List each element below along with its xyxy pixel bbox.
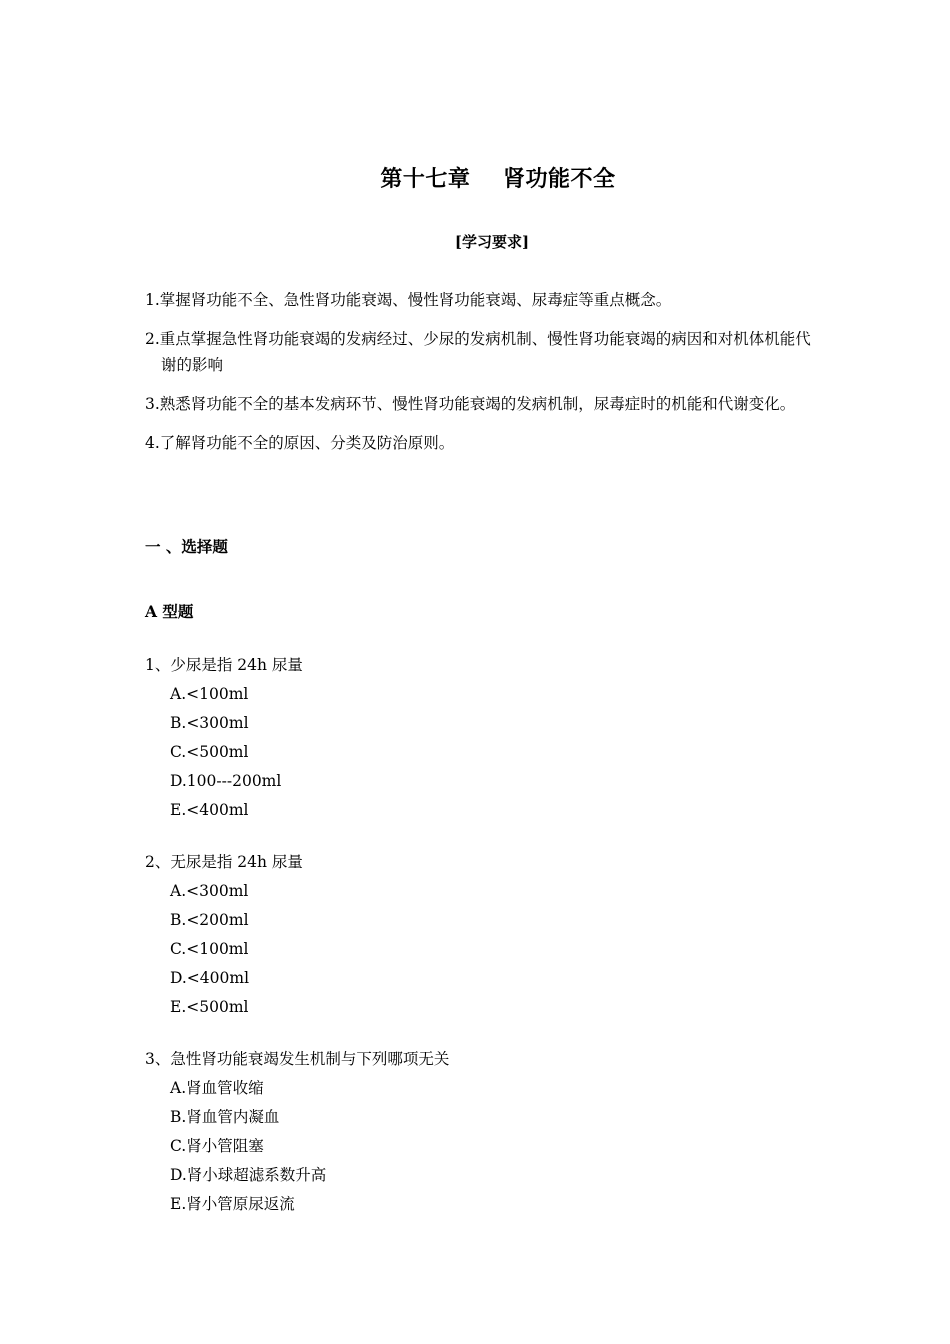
question-option: C.<100ml bbox=[170, 940, 249, 958]
question-option: A.肾血管收缩 bbox=[170, 1079, 264, 1097]
question-option: D.<400ml bbox=[170, 969, 250, 987]
question-option: D.100---200ml bbox=[170, 772, 282, 790]
requirement-item: 2.重点掌握急性肾功能衰竭的发病经过、少尿的发病机制、慢性肾功能衰竭的病因和对机体机能代谢的影响 bbox=[145, 330, 811, 374]
question-1 bbox=[145, 651, 805, 825]
question-stem: 3、急性肾功能衰竭发生机制与下列哪项无关 bbox=[145, 1050, 450, 1068]
requirements-heading: [学习要求] bbox=[454, 233, 530, 251]
question-option: B.<300ml bbox=[170, 714, 249, 732]
question-option: A.<100ml bbox=[170, 685, 249, 703]
requirement-item: 1.掌握肾功能不全、急性肾功能衰竭、慢性肾功能衰竭、尿毒症等重点概念。 bbox=[145, 291, 672, 309]
question-stem: 1、少尿是指 24h 尿量 bbox=[145, 656, 303, 674]
question-option: D.肾小球超滤系数升高 bbox=[170, 1166, 327, 1184]
question-stem: 2、无尿是指 24h 尿量 bbox=[145, 853, 303, 871]
section-heading: 一 、选择题 bbox=[145, 537, 228, 556]
question-3 bbox=[145, 1045, 805, 1219]
question-option: C.<500ml bbox=[170, 743, 249, 761]
question-option: C.肾小管阻塞 bbox=[170, 1137, 264, 1155]
requirement-item: 4.了解肾功能不全的原因、分类及防治原则。 bbox=[145, 434, 455, 452]
requirements-list bbox=[145, 287, 815, 469]
question-type-heading: A 型题 bbox=[145, 602, 194, 621]
chapter-title: 第十七章 肾功能不全 bbox=[380, 166, 616, 192]
question-option: A.<300ml bbox=[170, 882, 249, 900]
question-2 bbox=[145, 848, 805, 1022]
requirement-item: 3.熟悉肾功能不全的基本发病环节、慢性肾功能衰竭的发病机制，尿毒症时的机能和代谢变化。 bbox=[145, 395, 796, 413]
question-option: B.<200ml bbox=[170, 911, 249, 929]
question-option: B.肾血管内凝血 bbox=[170, 1108, 280, 1126]
question-option: E.肾小管原尿返流 bbox=[170, 1195, 295, 1213]
question-option: E.<500ml bbox=[170, 998, 249, 1016]
question-option: E.<400ml bbox=[170, 801, 249, 819]
